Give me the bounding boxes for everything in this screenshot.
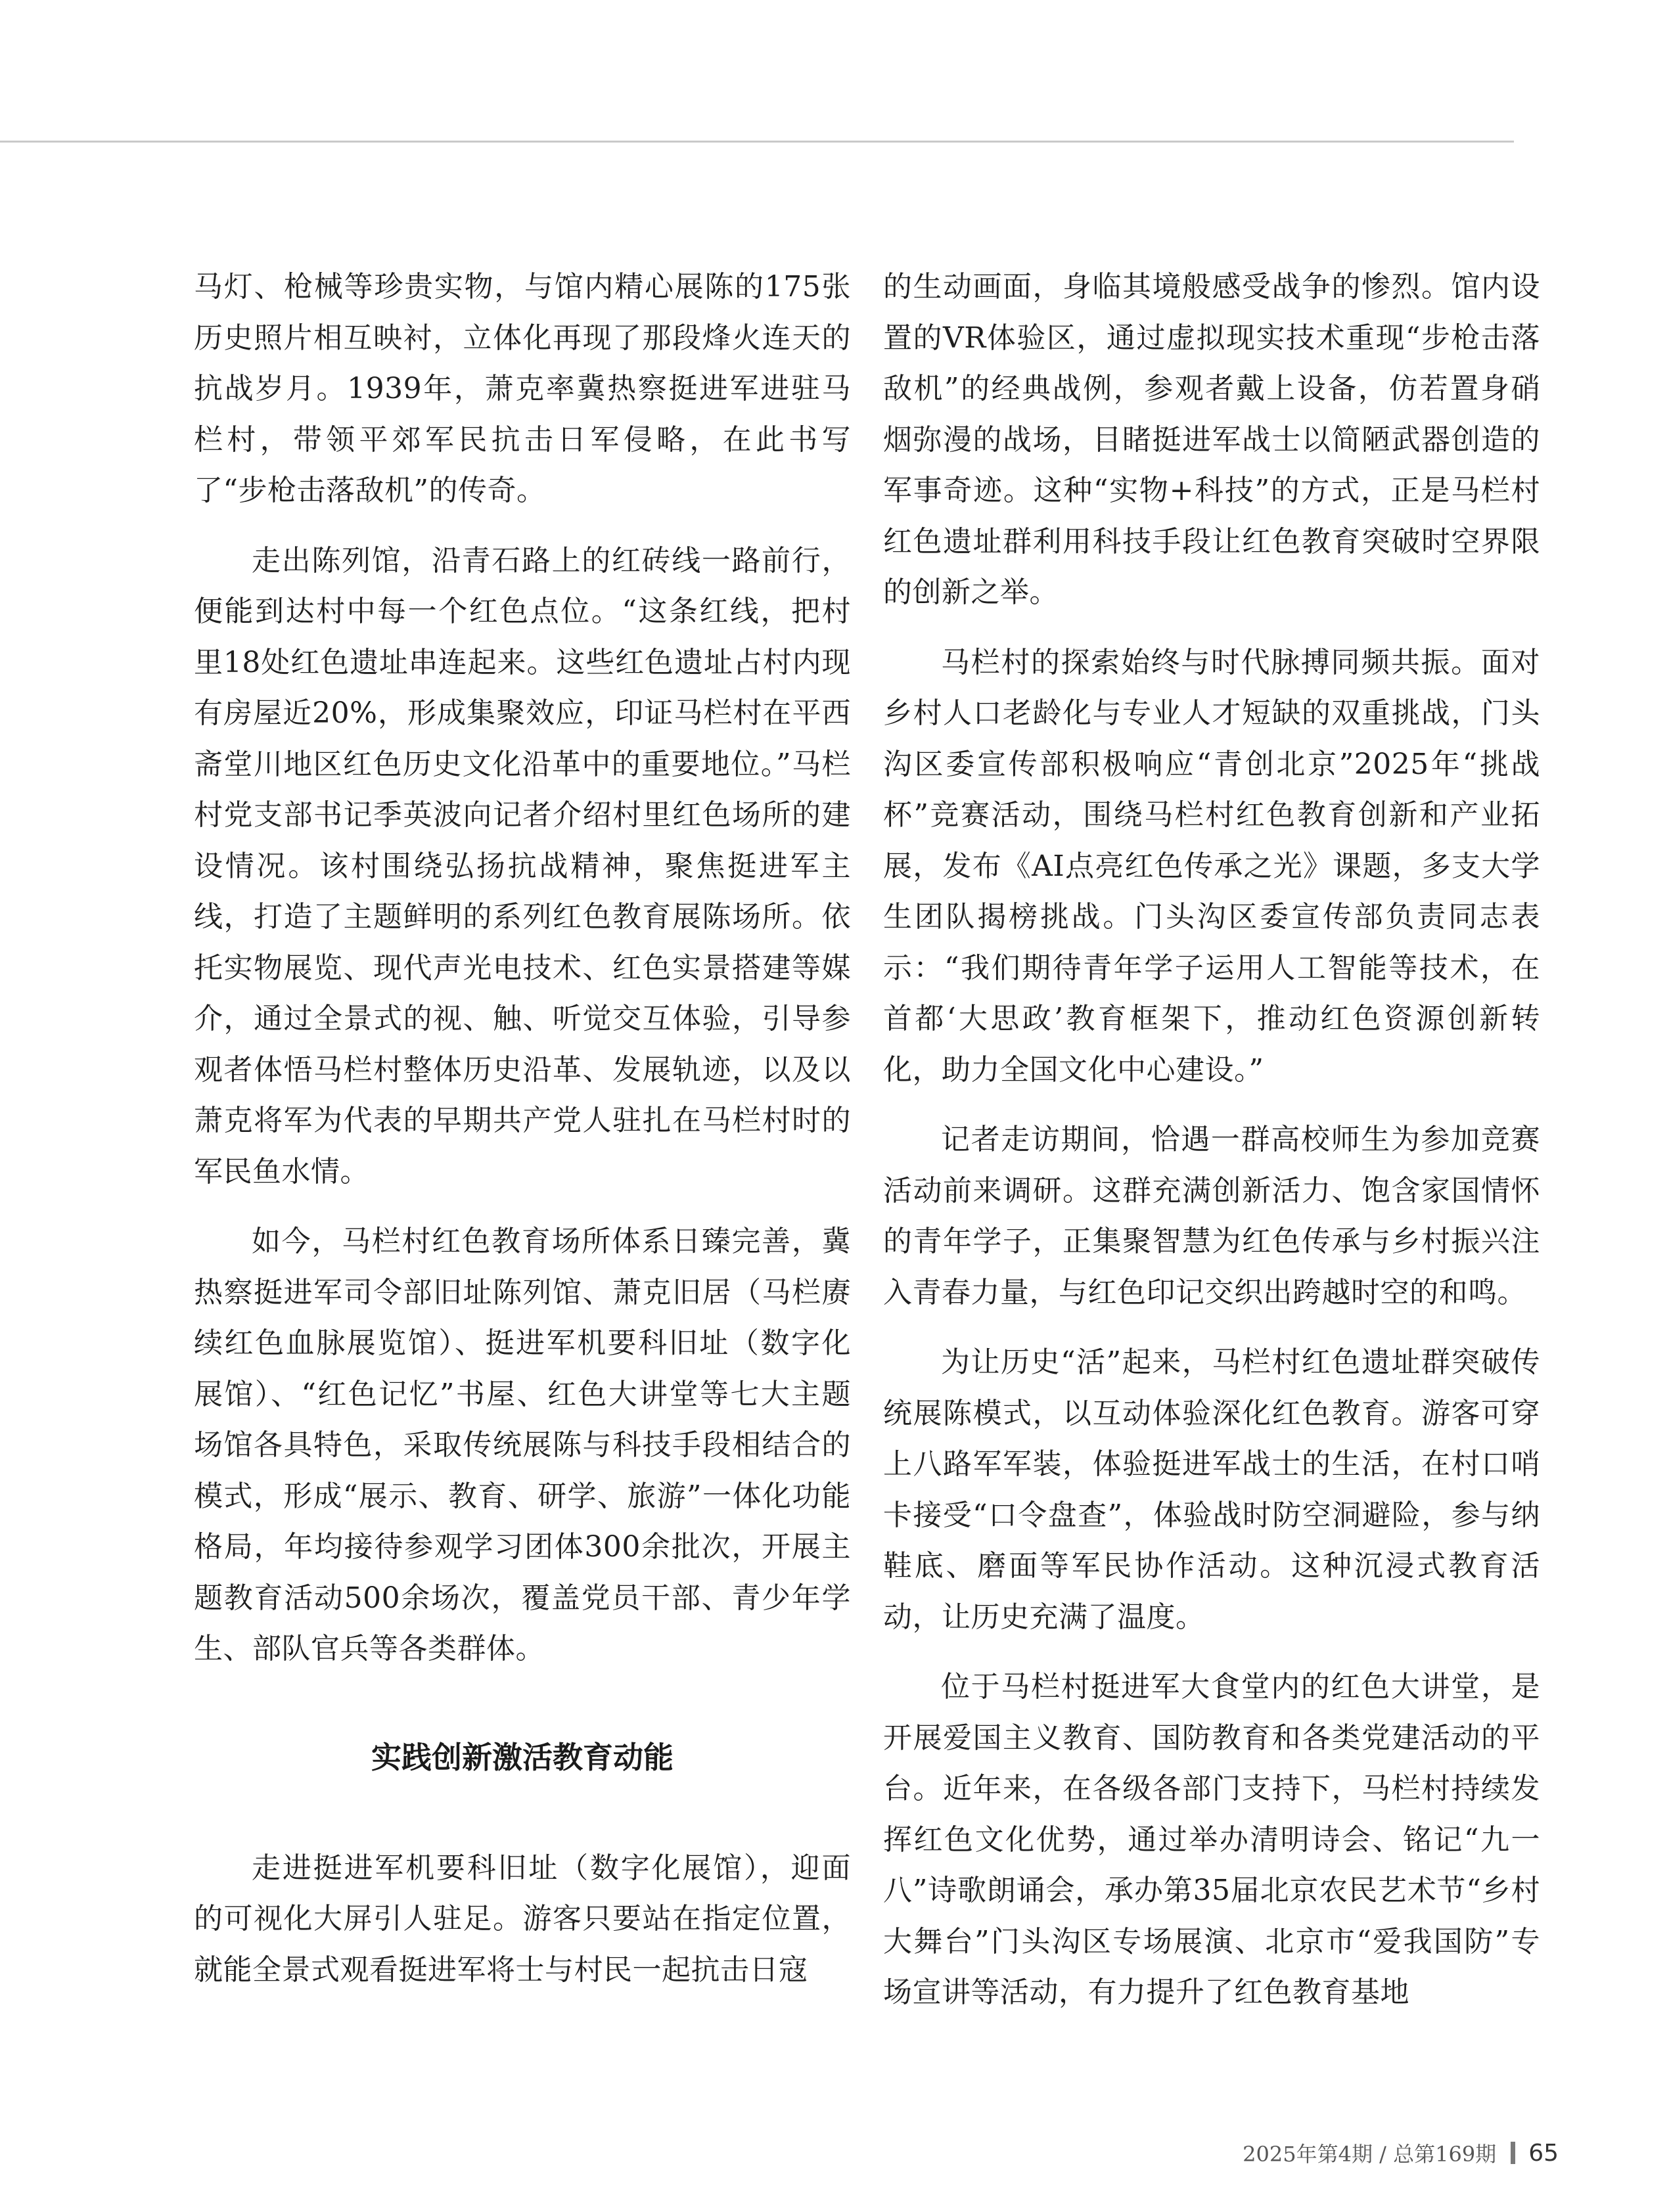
paragraph: 记者走访期间，恰遇一群高校师生为参加竞赛活动前来调研。这群充满创新活力、饱含家国情怀的青年学子，正集聚智慧为红色传承与乡村振兴注入青春力量，与红色印记交织出跨越时空的和鸣。 xyxy=(883,1123,1540,1309)
page-number: 65 xyxy=(1528,2139,1559,2167)
paragraph: 走进挺进军机要科旧址（数字化展馆），迎面的可视化大屏引人驻足。游客只要站在指定位置，就能全景式观看挺进军将士与村民一起抗击日寇 xyxy=(194,1851,851,1987)
section-heading: 实践创新激活教育动能 xyxy=(371,1739,674,1775)
right-column xyxy=(883,261,1540,2037)
footer-divider xyxy=(1511,2142,1515,2164)
header-rule xyxy=(0,141,1514,143)
paragraph: 走出陈列馆，沿青石路上的红砖线一路前行，便能到达村中每一个红色点位。“这条红线，把村里18处红色遗址串连起来。这些红色遗址占村内现有房屋近20%，形成集聚效应，印证马栏村在平西斋堂川地区红色历史文化沿革中的重要地位。”马栏村党支部书记季英波向记者介绍村里红色场所的建设情况。该村围绕弘扬抗战精神，聚焦挺进军主线，打造了主题鲜明的系列红色教育展陈场所。依托实物展览、现代声光电技术、红色实景搭建等媒介，通过全景式的视、触、听觉交互体验，引导参观者体悟马栏村整体历史沿革、发展轨迹，以及以萧克将军为代表的早期共产党人驻扎在马栏村时的军民鱼水情。 xyxy=(194,543,851,1188)
left-column xyxy=(194,261,851,2014)
issue-info: 2025年第4期 / 总第169期 xyxy=(1243,2142,1497,2167)
paragraph: 为让历史“活”起来，马栏村红色遗址群突破传统展陈模式，以互动体验深化红色教育。游客可穿上八路军军装，体验挺进军战士的生活，在村口哨卡接受“口令盘查”，体验战时防空洞避险，参与纳鞋底、磨面等军民协作活动。这种沉浸式教育活动，让历史充满了温度。 xyxy=(883,1345,1540,1634)
paragraph: 马栏村的探索始终与时代脉搏同频共振。面对乡村人口老龄化与专业人才短缺的双重挑战，门头沟区委宣传部积极响应“青创北京”2025年“挑战杯”竞赛活动，围绕马栏村红色教育创新和产业拓展，发布《AI点亮红色传承之光》课题，多支大学生团队揭榜挑战。门头沟区委宣传部负责同志表示：“我们期待青年学子运用人工智能等技术，在首都‘大思政’教育框架下，推动红色资源创新转化，助力全国文化中心建设。” xyxy=(883,645,1540,1087)
page-footer xyxy=(1243,2138,1559,2168)
paragraph: 马灯、枪械等珍贵实物，与馆内精心展陈的175张历史照片相互映衬，立体化再现了那段烽火连天的抗战岁月。1939年，萧克率冀热察挺进军进驻马栏村，带领平郊军民抗击日军侵略，在此书写了“步枪击落敌机”的传奇。 xyxy=(194,270,851,507)
paragraph: 如今，马栏村红色教育场所体系日臻完善，冀热察挺进军司令部旧址陈列馆、萧克旧居（马栏赓续红色血脉展览馆）、挺进军机要科旧址（数字化展馆）、“红色记忆”书屋、红色大讲堂等七大主题场馆各具特色，采取传统展陈与科技手段相结合的模式，形成“展示、教育、研学、旅游”一体化功能格局，年均接待参观学习团体300余批次，开展主题教育活动500余场次，覆盖党员干部、青少年学生、部队官兵等各类群体。 xyxy=(194,1225,851,1665)
paragraph: 的生动画面，身临其境般感受战争的惨烈。馆内设置的VR体验区，通过虚拟现实技术重现“步枪击落敌机”的经典战例，参观者戴上设备，仿若置身硝烟弥漫的战场，目睹挺进军战士以简陋武器创造的军事奇迹。这种“实物+科技”的方式，正是马栏村红色遗址群利用科技手段让红色教育突破时空界限的创新之举。 xyxy=(883,270,1540,609)
paragraph: 位于马栏村挺进军大食堂内的红色大讲堂，是开展爱国主义教育、国防教育和各类党建活动的平台。近年来，在各级各部门支持下，马栏村持续发挥红色文化优势，通过举办清明诗会、铭记“九一八”诗歌朗诵会，承办第35届北京农民艺术节“乡村大舞台”门头沟区专场展演、北京市“爱我国防”专场宣讲等活动，有力提升了红色教育基地 xyxy=(883,1670,1540,2009)
